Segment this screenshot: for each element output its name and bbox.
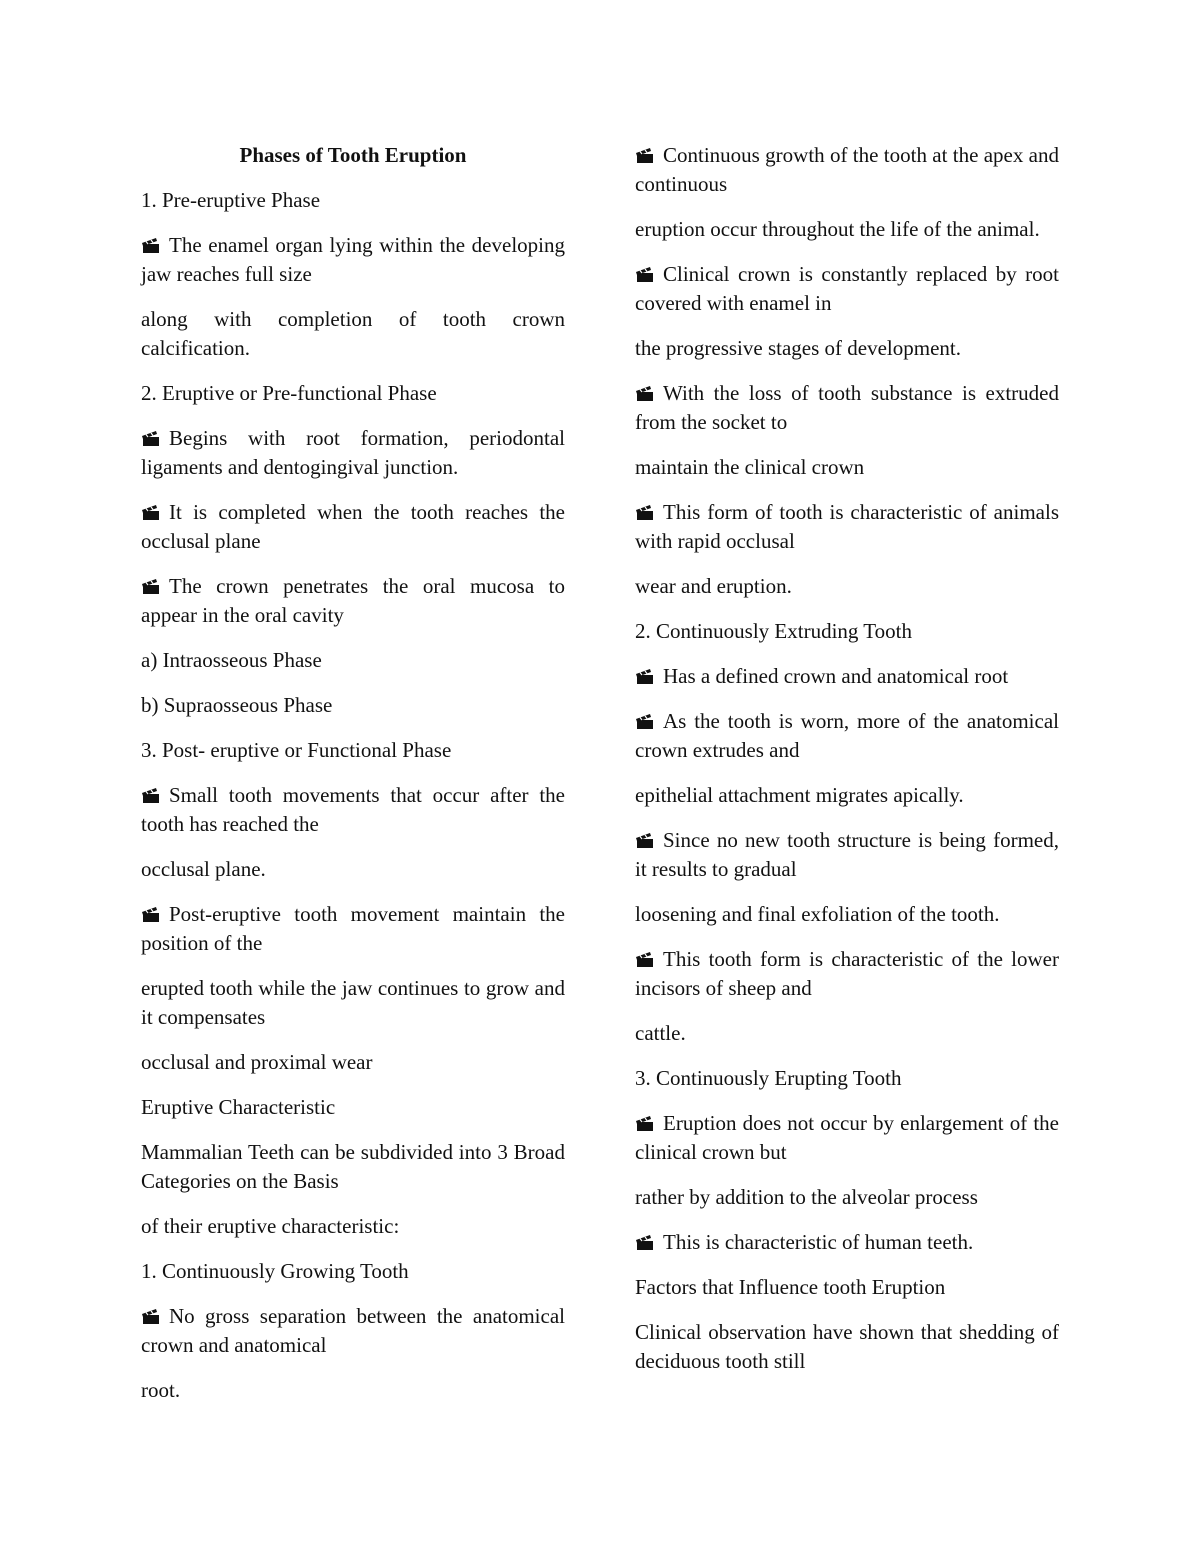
paragraph-text: This form of tooth is characteristic of animals with rapid occlusal bbox=[635, 500, 1059, 553]
clapperboard-icon bbox=[141, 788, 161, 803]
paragraph-text: This tooth form is characteristic of the lower incisors of sheep and bbox=[635, 947, 1059, 1000]
paragraph-text: loosening and final exfoliation of the tooth. bbox=[635, 902, 1000, 926]
clapperboard-icon bbox=[635, 952, 655, 967]
body-paragraph bbox=[141, 1212, 565, 1241]
bullet-paragraph bbox=[635, 662, 1059, 691]
clapperboard-icon bbox=[141, 907, 161, 922]
paragraph-text: cattle. bbox=[635, 1021, 686, 1045]
paragraph-text: Factors that Influence tooth Eruption bbox=[635, 1275, 946, 1299]
paragraph-text: along with completion of tooth crown calcification. bbox=[141, 307, 565, 360]
bullet-paragraph bbox=[635, 1228, 1059, 1257]
paragraph-text: The enamel organ lying within the developing jaw reaches full size bbox=[141, 233, 565, 286]
paragraph-text: occlusal and proximal wear bbox=[141, 1050, 373, 1074]
document-title: Phases of Tooth Eruption bbox=[239, 143, 467, 167]
paragraph-text: 1. Pre-eruptive Phase bbox=[141, 188, 321, 212]
left-column-body bbox=[141, 186, 565, 1405]
paragraph-text: epithelial attachment migrates apically. bbox=[635, 783, 964, 807]
paragraph-text: Has a defined crown and anatomical root bbox=[663, 664, 1009, 688]
bullet-paragraph bbox=[141, 900, 565, 958]
clapperboard-icon bbox=[635, 1235, 655, 1250]
body-paragraph bbox=[141, 974, 565, 1032]
body-paragraph bbox=[635, 1019, 1059, 1048]
paragraph-text: This is characteristic of human teeth. bbox=[663, 1230, 974, 1254]
bullet-paragraph bbox=[141, 231, 565, 289]
body-paragraph bbox=[635, 1273, 1059, 1302]
paragraph-text: root. bbox=[141, 1378, 181, 1402]
paragraph-text: of their eruptive characteristic: bbox=[141, 1214, 400, 1238]
right-column bbox=[635, 141, 1059, 1392]
paragraph-text: erupted tooth while the jaw continues to grow and it compensates bbox=[141, 976, 565, 1029]
paragraph-text: Continuous growth of the tooth at the apex and continuous bbox=[635, 143, 1059, 196]
clapperboard-icon bbox=[635, 1116, 655, 1131]
body-paragraph bbox=[141, 1048, 565, 1077]
paragraph-text: 2. Continuously Extruding Tooth bbox=[635, 619, 912, 643]
left-column bbox=[141, 141, 565, 1421]
clapperboard-icon bbox=[635, 833, 655, 848]
clapperboard-icon bbox=[141, 431, 161, 446]
clapperboard-icon bbox=[635, 505, 655, 520]
bullet-paragraph bbox=[635, 707, 1059, 765]
right-column-body bbox=[635, 141, 1059, 1376]
paragraph-text: 1. Continuously Growing Tooth bbox=[141, 1259, 409, 1283]
bullet-paragraph bbox=[141, 572, 565, 630]
body-paragraph bbox=[141, 305, 565, 363]
paragraph-text: Post-eruptive tooth movement maintain the position of the bbox=[141, 902, 565, 955]
body-paragraph bbox=[141, 691, 565, 720]
bullet-paragraph bbox=[141, 498, 565, 556]
body-paragraph bbox=[635, 334, 1059, 363]
bullet-paragraph bbox=[635, 945, 1059, 1003]
section-heading bbox=[141, 379, 565, 408]
clapperboard-icon bbox=[635, 148, 655, 163]
paragraph-text: 3. Continuously Erupting Tooth bbox=[635, 1066, 902, 1090]
bullet-paragraph bbox=[635, 141, 1059, 199]
section-heading bbox=[141, 186, 565, 215]
body-paragraph bbox=[635, 1183, 1059, 1212]
bullet-paragraph bbox=[141, 424, 565, 482]
paragraph-text: Small tooth movements that occur after the tooth has reached the bbox=[141, 783, 565, 836]
paragraph-text: Eruptive Characteristic bbox=[141, 1095, 336, 1119]
paragraph-text: Clinical crown is constantly replaced by root covered with enamel in bbox=[635, 262, 1059, 315]
paragraph-text: Begins with root formation, periodontal ligaments and dentogingival junction. bbox=[141, 426, 565, 479]
paragraph-text: 2. Eruptive or Pre-functional Phase bbox=[141, 381, 437, 405]
clapperboard-icon bbox=[635, 386, 655, 401]
body-paragraph bbox=[141, 646, 565, 675]
section-heading bbox=[141, 736, 565, 765]
body-paragraph bbox=[635, 900, 1059, 929]
paragraph-text: eruption occur throughout the life of the animal. bbox=[635, 217, 1040, 241]
clapperboard-icon bbox=[141, 505, 161, 520]
paragraph-text: With the loss of tooth substance is extruded from the socket to bbox=[635, 381, 1059, 434]
paragraph-text: Clinical observation have shown that shedding of deciduous tooth still bbox=[635, 1320, 1059, 1373]
bullet-paragraph bbox=[635, 1109, 1059, 1167]
clapperboard-icon bbox=[635, 267, 655, 282]
section-heading bbox=[141, 1257, 565, 1286]
body-paragraph bbox=[635, 781, 1059, 810]
body-paragraph bbox=[141, 1093, 565, 1122]
section-heading bbox=[635, 1064, 1059, 1093]
body-paragraph bbox=[635, 215, 1059, 244]
paragraph-text: It is completed when the tooth reaches the occlusal plane bbox=[141, 500, 565, 553]
bullet-paragraph bbox=[635, 379, 1059, 437]
bullet-paragraph bbox=[635, 260, 1059, 318]
clapperboard-icon bbox=[141, 238, 161, 253]
paragraph-text: occlusal plane. bbox=[141, 857, 266, 881]
body-paragraph bbox=[635, 1318, 1059, 1376]
body-paragraph bbox=[635, 572, 1059, 601]
paragraph-text: wear and eruption. bbox=[635, 574, 792, 598]
paragraph-text: 3. Post- eruptive or Functional Phase bbox=[141, 738, 452, 762]
bullet-paragraph bbox=[635, 498, 1059, 556]
paragraph-text: b) Supraosseous Phase bbox=[141, 693, 333, 717]
paragraph-text: The crown penetrates the oral mucosa to appear in the oral cavity bbox=[141, 574, 565, 627]
bullet-paragraph bbox=[635, 826, 1059, 884]
bullet-paragraph bbox=[141, 781, 565, 839]
paragraph-text: maintain the clinical crown bbox=[635, 455, 865, 479]
paragraph-text: Since no new tooth structure is being formed, it results to gradual bbox=[635, 828, 1059, 881]
paragraph-text: No gross separation between the anatomical crown and anatomical bbox=[141, 1304, 565, 1357]
section-heading bbox=[635, 617, 1059, 646]
paragraph-text: a) Intraosseous Phase bbox=[141, 648, 322, 672]
clapperboard-icon bbox=[141, 579, 161, 594]
paragraph-text: the progressive stages of development. bbox=[635, 336, 961, 360]
paragraph-text: Eruption does not occur by enlargement of the clinical crown but bbox=[635, 1111, 1059, 1164]
bullet-paragraph bbox=[141, 1302, 565, 1360]
paragraph-text: rather by addition to the alveolar process bbox=[635, 1185, 978, 1209]
clapperboard-icon bbox=[141, 1309, 161, 1324]
body-paragraph bbox=[141, 1376, 565, 1405]
paragraph-text: As the tooth is worn, more of the anatomical crown extrudes and bbox=[635, 709, 1059, 762]
clapperboard-icon bbox=[635, 714, 655, 729]
clapperboard-icon bbox=[635, 669, 655, 684]
body-paragraph bbox=[141, 1138, 565, 1196]
body-paragraph bbox=[635, 453, 1059, 482]
paragraph-text: Mammalian Teeth can be subdivided into 3 Broad Categories on the Basis bbox=[141, 1140, 565, 1193]
body-paragraph bbox=[141, 855, 565, 884]
